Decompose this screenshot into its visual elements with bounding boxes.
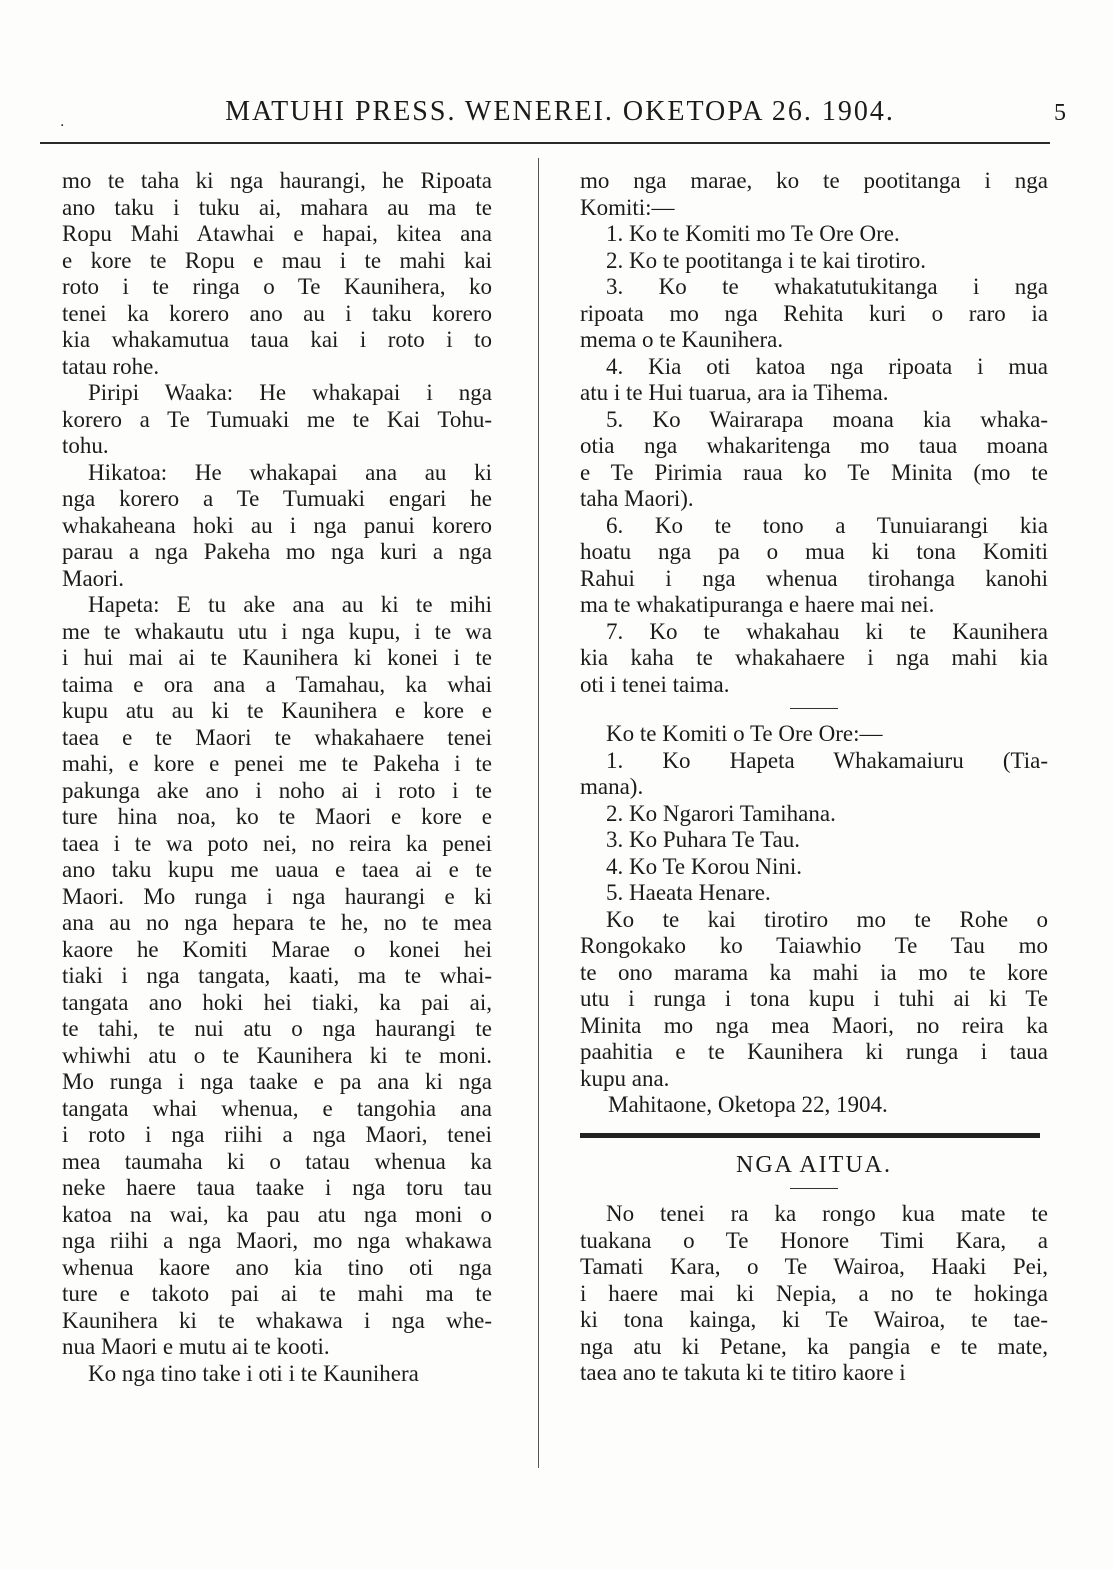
text-line: 2. Ko Ngarori Tamihana.	[606, 800, 836, 826]
text-line: e kore te Ropu e mau i te mahi kai	[62, 247, 492, 273]
text-line: Mo runga i nga taake e pa ana ki nga	[62, 1069, 492, 1094]
text-line: korero a Te Tumuaki me te Kai Tohu-	[62, 406, 492, 432]
text-line: i hui mai ai te Kaunihera ki konei i te	[62, 645, 492, 670]
text-line: 1. Ko te Komiti mo Te Ore Ore.	[606, 221, 900, 246]
text-line: ano taku i tuku ai, mahara au ma te	[62, 194, 492, 220]
heavy-divider	[580, 1133, 1040, 1138]
text-line: mo te taha ki nga haurangi, he Ripoata	[62, 168, 492, 193]
text-line: Rahui i nga whenua tirohanga kanohi	[580, 565, 1048, 591]
text-line: Piripi Waaka: He whakapai i nga	[88, 380, 492, 405]
text-line: me te whakautu utu i nga kupu, i te wa	[62, 618, 492, 644]
text-line: tangata whai whenua, e tangohia ana	[62, 1095, 492, 1121]
text-line: tatau rohe.	[62, 353, 160, 379]
text-line: i roto i nga riihi a nga Maori, tenei	[62, 1122, 492, 1147]
text-line: kaore he Komiti Marae o konei hei	[62, 936, 492, 962]
text-line: ma te whakatipuranga e haere mai nei.	[580, 592, 935, 617]
text-line: 5. Ko Wairarapa moana kia whaka-	[606, 406, 1048, 432]
signoff-line: Mahitaone, Oketopa 22, 1904.	[608, 1092, 888, 1117]
text-line: taha Maori).	[580, 486, 694, 511]
text-line: tenei ka korero ano au i taku korero	[62, 300, 492, 326]
text-line: Ropu Mahi Atawhai e hapai, kitea ana	[62, 221, 492, 246]
text-line: Komiti:—	[580, 194, 675, 220]
text-line: mahi, e kore e penei me te Pakeha i te	[62, 751, 492, 776]
text-line: nga korero a Te Tumuaki engari he	[62, 486, 492, 511]
text-line: ture hina noa, ko te Maori e kore e	[62, 804, 492, 829]
text-line: oti i tenei taima.	[580, 671, 730, 697]
text-line: 3. Ko te whakatutukitanga i nga	[606, 274, 1048, 299]
text-line: pakunga ake ano i noho ai i roto i te	[62, 777, 492, 803]
text-line: Maori.	[62, 565, 124, 591]
text-line: Kaunihera ki te whakawa i nga whe-	[62, 1307, 492, 1333]
text-line: nga riihi a nga Maori, mo nga whakawa	[62, 1228, 492, 1253]
text-line: ripoata mo nga Rehita kuri o raro ia	[580, 300, 1048, 326]
text-line: tohu.	[62, 433, 109, 458]
text-line: 4. Kia oti katoa nga ripoata i mua	[606, 353, 1048, 379]
text-line: Minita mo nga mea Maori, no reira ka	[580, 1012, 1048, 1038]
text-line: utu i runga i tona kupu i tuhi ai ki Te	[580, 986, 1048, 1011]
text-line: te tahi, te nui atu o nga haurangi te	[62, 1016, 492, 1041]
text-line: kupu ana.	[580, 1065, 670, 1091]
header-dot: .	[60, 114, 65, 130]
text-line: 5. Haeata Henare.	[606, 880, 771, 905]
text-line: Ko nga tino take i oti i te Kaunihera	[88, 1360, 419, 1386]
text-line: roto i te ringa o Te Kaunihera, ko	[62, 274, 492, 299]
text-line: parau a nga Pakeha mo nga kuri a nga	[62, 539, 492, 564]
text-line: whakaheana hoki au i nga panui korero	[62, 512, 492, 538]
text-line: tiaki i nga tangata, kaati, ma te whai-	[62, 963, 492, 988]
text-line: Maori. Mo runga i nga haurangi e ki	[62, 883, 492, 909]
text-line: nga atu ki Petane, ka pangia e te mate,	[580, 1333, 1048, 1359]
section-divider	[790, 708, 838, 709]
text-line: mo nga marae, ko te pootitanga i nga	[580, 168, 1048, 193]
left-column-text	[62, 168, 492, 1387]
intro-text	[580, 168, 1048, 221]
text-line: 6. Ko te tono a Tunuiarangi kia	[606, 512, 1048, 538]
text-line: Ko te kai tirotiro mo te Rohe o	[606, 906, 1048, 932]
text-line: paahitia e te Kaunihera ki runga i taua	[580, 1039, 1048, 1064]
text-line: No tenei ra ka rongo kua mate te	[606, 1201, 1048, 1226]
text-line: ture e takoto pai ai te mahi ma te	[62, 1281, 492, 1306]
text-line: Ko te Komiti o Te Ore Ore:—	[606, 721, 883, 746]
obituary-text	[580, 1201, 1048, 1387]
text-line: atu i te Hui tuarua, ara ia Tihema.	[580, 380, 889, 405]
section-title-nga-aitua: NGA AITUA.	[736, 1151, 892, 1178]
text-line: te ono marama ka mahi ia mo te kore	[580, 959, 1048, 985]
text-line: taea ano te takuta ki te titiro kaore i	[580, 1360, 906, 1385]
text-line: ki tona kainga, ki Te Wairoa, te tae-	[580, 1307, 1048, 1332]
text-line: Tamati Kara, o Te Wairoa, Haaki Pei,	[580, 1254, 1048, 1279]
text-line: mana).	[580, 774, 644, 799]
text-line: kia whakamutua taua kai i roto i to	[62, 327, 492, 352]
text-line: Hikatoa: He whakapai ana au ki	[88, 459, 492, 485]
text-line: i haere mai ki Nepia, a no te hokinga	[580, 1280, 1048, 1306]
text-line: taea i te wa poto nei, no reira ka penei	[62, 830, 492, 856]
text-line: taea e te Maori te whakahaere tenei	[62, 724, 492, 750]
text-line: nua Maori e mutu ai te kooti.	[62, 1334, 330, 1359]
text-line: otia nga whakaritenga mo taua moana	[580, 433, 1048, 458]
text-line: katoa na wai, ka pau atu nga moni o	[62, 1201, 492, 1227]
text-line: 2. Ko te pootitanga i te kai tirotiro.	[606, 247, 927, 273]
text-line: 7. Ko te whakahau ki te Kaunihera	[606, 618, 1048, 644]
masthead-title: MATUHI PRESS. WENEREI. OKETOPA 26. 1904.	[225, 96, 895, 127]
text-line: ano taku kupu me uaua e taea ai e te	[62, 857, 492, 882]
text-line: kia kaha te whakahaere i nga mahi kia	[580, 645, 1048, 670]
text-line: tuakana o Te Honore Timi Kara, a	[580, 1227, 1048, 1253]
text-line: kupu atu au ki te Kaunihera e kore e	[62, 698, 492, 723]
text-line: taima e ora ana a Tamahau, ka whai	[62, 671, 492, 697]
column-divider	[538, 158, 539, 1468]
committee-list	[580, 721, 1048, 1092]
text-line: mema o te Kaunihera.	[580, 327, 784, 352]
text-line: 1. Ko Hapeta Whakamaiuru (Tia-	[606, 747, 1048, 773]
page-header	[40, 96, 1080, 136]
text-line: tangata ano hoki hei tiaki, ka pai ai,	[62, 989, 492, 1015]
text-line: neke haere taua taake i nga toru tau	[62, 1175, 492, 1200]
title-underline	[790, 1188, 838, 1189]
header-rule	[40, 142, 1050, 144]
text-line: Rongokako ko Taiawhio Te Tau mo	[580, 933, 1048, 958]
text-line: whenua kaore ano kia tino oti nga	[62, 1254, 492, 1280]
text-line: mea taumaha ki o tatau whenua ka	[62, 1148, 492, 1174]
text-line: whiwhi atu o te Kaunihera ki te moni.	[62, 1042, 492, 1068]
resolutions-list	[580, 221, 1048, 698]
text-line: 3. Ko Puhara Te Tau.	[606, 827, 800, 852]
text-line: ana au no nga hepara te he, no te mea	[62, 910, 492, 935]
text-line: Hapeta: E tu ake ana au ki te mihi	[88, 592, 492, 617]
text-line: e Te Pirimia raua ko Te Minita (mo te	[580, 459, 1048, 485]
right-column	[580, 168, 1048, 1387]
page-number: 5	[1054, 100, 1066, 126]
text-line: 4. Ko Te Korou Nini.	[606, 853, 803, 879]
text-line: hoatu nga pa o mua ki tona Komiti	[580, 539, 1048, 564]
left-column	[62, 168, 492, 1387]
